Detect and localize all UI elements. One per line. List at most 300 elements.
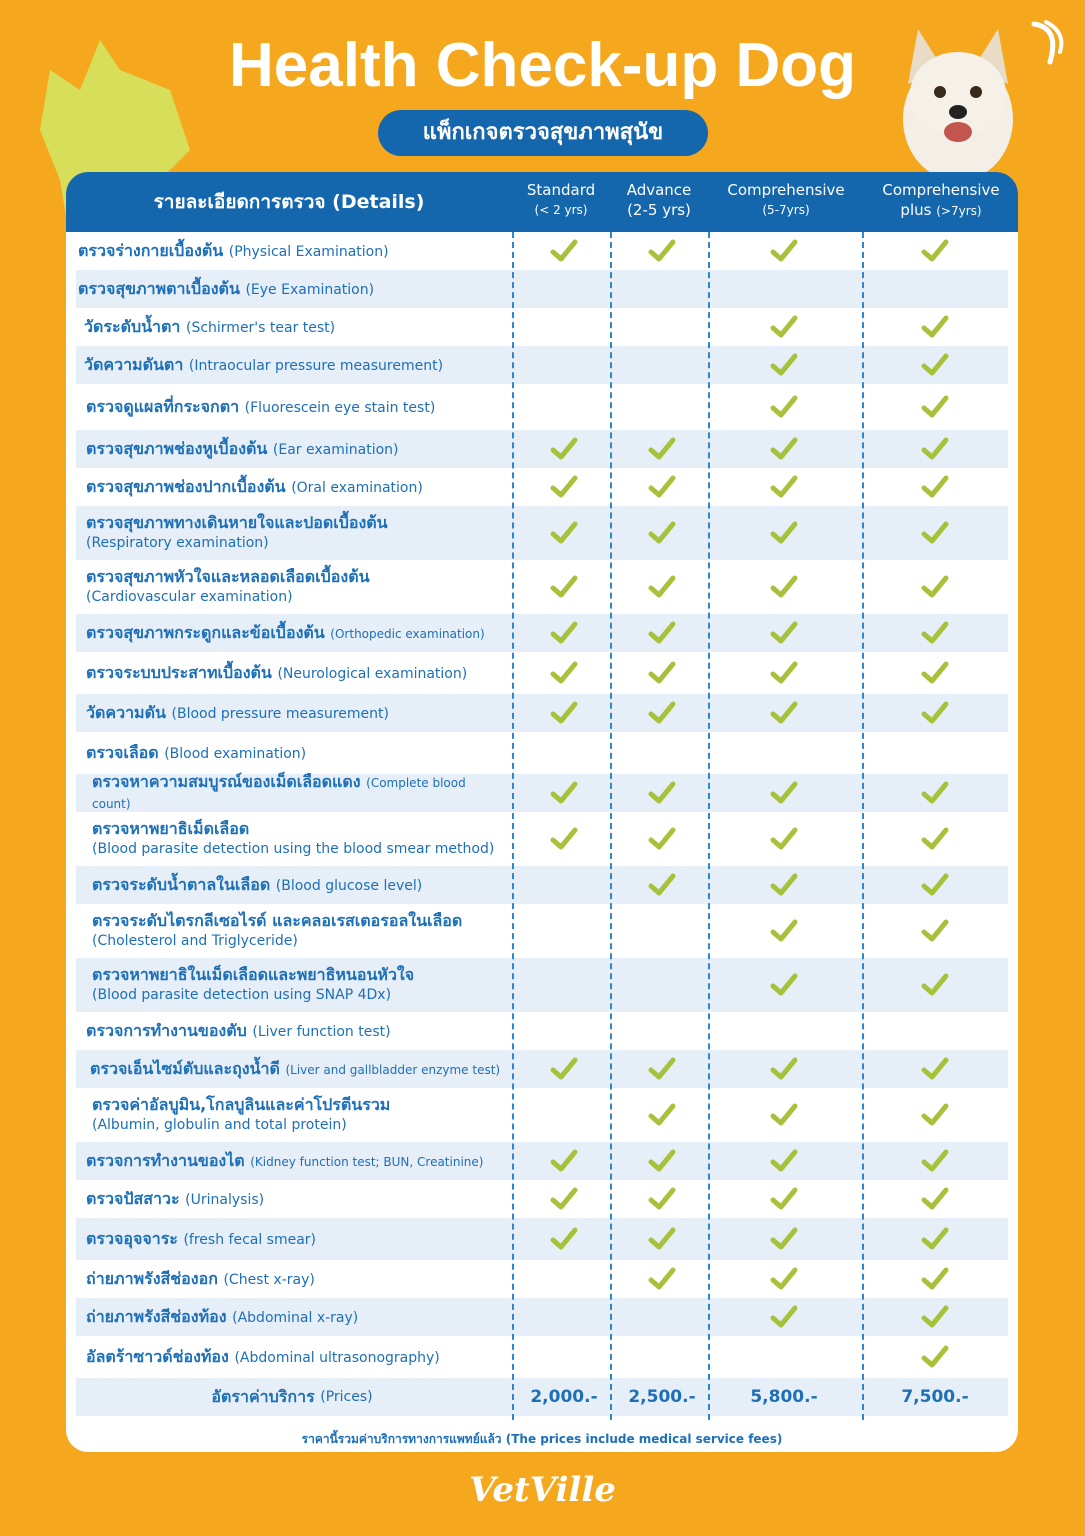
plan-cell bbox=[534, 506, 594, 560]
table-row bbox=[76, 866, 1008, 904]
plan-cell bbox=[905, 308, 965, 346]
plan-header-advance bbox=[610, 172, 708, 232]
plan-cell bbox=[632, 308, 692, 346]
page-title: Health Check-up Dog bbox=[229, 31, 856, 100]
plan-cell bbox=[632, 270, 692, 308]
plan-cell bbox=[534, 384, 594, 430]
row-label bbox=[76, 866, 508, 904]
row-label-english: (Albumin, globulin and total protein) bbox=[92, 1117, 347, 1133]
plan-cell bbox=[534, 270, 594, 308]
plan-header-standard bbox=[512, 172, 610, 232]
table-row bbox=[76, 1298, 1008, 1336]
row-label-thai: ถ่ายภาพรังสีช่องท้อง bbox=[86, 1306, 227, 1326]
column-divider bbox=[610, 232, 612, 1420]
check-mark-icon bbox=[921, 575, 949, 599]
plan-cell bbox=[754, 614, 814, 652]
check-mark-icon bbox=[921, 873, 949, 897]
check-mark-icon bbox=[770, 1103, 798, 1127]
plan-cell bbox=[754, 506, 814, 560]
row-label-line bbox=[92, 875, 508, 896]
check-mark-icon bbox=[921, 437, 949, 461]
row-label bbox=[76, 270, 508, 308]
row-label-english: (fresh fecal smear) bbox=[183, 1231, 317, 1248]
check-mark-icon bbox=[550, 1057, 578, 1081]
row-label-line bbox=[86, 703, 508, 724]
table-row bbox=[76, 904, 1008, 958]
plan-cell bbox=[905, 812, 965, 866]
subtitle-badge: แพ็กเกจตรวจสุขภาพสุนัข bbox=[378, 110, 708, 156]
plan-cell bbox=[754, 430, 814, 468]
plan-cell bbox=[905, 560, 965, 614]
price-label-english: (Prices) bbox=[320, 1389, 373, 1405]
price-value: 2,000.- bbox=[530, 1387, 598, 1407]
check-mark-icon bbox=[648, 873, 676, 897]
row-label-english: (Cholesterol and Triglyceride) bbox=[92, 933, 298, 949]
row-label-english: (Liver and gallbladder enzyme test) bbox=[285, 1062, 501, 1077]
plan-cell bbox=[754, 1050, 814, 1088]
plan-cell bbox=[905, 506, 965, 560]
plan-cell bbox=[632, 1088, 692, 1142]
check-mark-icon bbox=[921, 661, 949, 685]
column-divider bbox=[708, 232, 710, 1420]
check-mark-icon bbox=[921, 621, 949, 645]
row-label-thai: ตรวจระดับน้ำตาลในเลือด bbox=[92, 874, 271, 894]
plan-cell bbox=[632, 1298, 692, 1336]
table-header bbox=[66, 172, 1018, 232]
details-column-header: รายละเอียดการตรวจ (Details) bbox=[153, 191, 425, 213]
plan-cell bbox=[632, 866, 692, 904]
row-label-english: (Orthopedic examination) bbox=[330, 626, 485, 641]
row-label-english: (Oral examination) bbox=[291, 479, 423, 496]
check-mark-icon bbox=[648, 475, 676, 499]
check-mark-icon bbox=[550, 661, 578, 685]
plan-cell bbox=[754, 1088, 814, 1142]
plan-cell bbox=[534, 1260, 594, 1298]
plan-cell bbox=[534, 1218, 594, 1260]
plan-cell bbox=[754, 1298, 814, 1336]
plan-name: Standard bbox=[526, 181, 596, 199]
check-mark-icon bbox=[770, 973, 798, 997]
row-label bbox=[76, 774, 508, 812]
check-mark-icon bbox=[770, 521, 798, 545]
table-row bbox=[76, 308, 1008, 346]
table-row bbox=[76, 346, 1008, 384]
decorative-arc-icon bbox=[1026, 18, 1066, 68]
row-label-line bbox=[92, 772, 508, 814]
row-label-line bbox=[86, 1189, 508, 1210]
plan-cell bbox=[905, 430, 965, 468]
plan-cell bbox=[905, 1012, 965, 1050]
check-mark-icon bbox=[770, 239, 798, 263]
plan-cell bbox=[754, 812, 814, 866]
check-mark-icon bbox=[770, 575, 798, 599]
row-label-thai: ตรวจสุขภาพหัวใจและหลอดเลือดเบื้องต้น bbox=[86, 567, 370, 586]
plan-cell bbox=[534, 652, 594, 694]
plan-cell bbox=[632, 694, 692, 732]
plan-cell bbox=[534, 958, 594, 1012]
row-label-line bbox=[86, 1021, 508, 1042]
row-label bbox=[76, 1088, 508, 1142]
plan-cell bbox=[534, 1298, 594, 1336]
price-row bbox=[76, 1378, 1008, 1416]
table-row bbox=[76, 1012, 1008, 1050]
plan-name: Comprehensive bbox=[727, 181, 845, 199]
row-label bbox=[76, 1012, 508, 1050]
table-row bbox=[76, 614, 1008, 652]
check-mark-icon bbox=[770, 781, 798, 805]
check-mark-icon bbox=[648, 701, 676, 725]
plan-age: (< 2 yrs) bbox=[534, 203, 588, 217]
row-label-line bbox=[86, 439, 508, 460]
row-label bbox=[76, 1180, 508, 1218]
plan-name: Advance bbox=[626, 181, 692, 199]
row-label bbox=[76, 308, 508, 346]
check-mark-icon bbox=[921, 781, 949, 805]
plan-cell bbox=[754, 694, 814, 732]
table-row bbox=[76, 694, 1008, 732]
plan-cell bbox=[632, 560, 692, 614]
plan-cell bbox=[905, 384, 965, 430]
check-mark-icon bbox=[770, 395, 798, 419]
check-mark-icon bbox=[770, 873, 798, 897]
row-label-english: (Blood examination) bbox=[164, 745, 307, 762]
row-label bbox=[76, 384, 508, 430]
plan-cell bbox=[754, 232, 814, 270]
plan-cell bbox=[754, 1142, 814, 1180]
plan-cell bbox=[632, 384, 692, 430]
check-mark-icon bbox=[770, 475, 798, 499]
check-mark-icon bbox=[550, 827, 578, 851]
plan-cell bbox=[754, 308, 814, 346]
plan-cell bbox=[632, 904, 692, 958]
row-label bbox=[76, 232, 508, 270]
row-label-english: (Liver function test) bbox=[252, 1023, 391, 1040]
plan-cell bbox=[632, 652, 692, 694]
row-label-english: (Eye Examination) bbox=[245, 281, 375, 298]
check-mark-icon bbox=[550, 239, 578, 263]
table-row bbox=[76, 232, 1008, 270]
check-mark-icon bbox=[921, 395, 949, 419]
check-mark-icon bbox=[921, 1345, 949, 1369]
check-mark-icon bbox=[648, 1227, 676, 1251]
vetville-logo: VetVille bbox=[469, 1470, 616, 1510]
plan-cell bbox=[905, 1180, 965, 1218]
row-label-line bbox=[86, 397, 508, 418]
plan-cell bbox=[754, 560, 814, 614]
check-mark-icon bbox=[550, 1187, 578, 1211]
check-mark-icon bbox=[648, 781, 676, 805]
row-label-line bbox=[86, 1229, 508, 1250]
plan-cell bbox=[534, 812, 594, 866]
row-label-line bbox=[86, 1151, 508, 1172]
plan-cell bbox=[754, 1180, 814, 1218]
check-mark-icon bbox=[648, 521, 676, 545]
check-mark-icon bbox=[648, 1267, 676, 1291]
check-mark-icon bbox=[770, 1149, 798, 1173]
row-label-english: (Complete blood count) bbox=[92, 776, 466, 811]
plan-cell bbox=[754, 270, 814, 308]
row-label bbox=[76, 1336, 508, 1378]
check-mark-icon bbox=[550, 437, 578, 461]
plan-cell bbox=[905, 866, 965, 904]
plan-cell bbox=[632, 1260, 692, 1298]
table-row bbox=[76, 1142, 1008, 1180]
check-mark-icon bbox=[921, 239, 949, 263]
row-label-english: (Chest x-ray) bbox=[223, 1271, 315, 1288]
check-mark-icon bbox=[550, 621, 578, 645]
plan-cell bbox=[534, 732, 594, 774]
plan-cell bbox=[534, 1142, 594, 1180]
check-mark-icon bbox=[770, 437, 798, 461]
plan-cell bbox=[534, 1180, 594, 1218]
table-row bbox=[76, 560, 1008, 614]
row-label bbox=[76, 560, 508, 614]
plan-cell bbox=[754, 468, 814, 506]
plan-cell bbox=[905, 958, 965, 1012]
plan-cell bbox=[905, 774, 965, 812]
plan-cell bbox=[632, 232, 692, 270]
plan-cell bbox=[632, 430, 692, 468]
plan-cell bbox=[905, 1088, 965, 1142]
check-mark-icon bbox=[648, 437, 676, 461]
plan-cell bbox=[905, 1336, 965, 1378]
check-mark-icon bbox=[648, 1149, 676, 1173]
plan-name: Comprehensive bbox=[882, 181, 1000, 199]
row-label-thai: วัดความดัน bbox=[86, 702, 166, 722]
check-mark-icon bbox=[921, 919, 949, 943]
plan-cell bbox=[754, 774, 814, 812]
row-label-thai: วัดความดันตา bbox=[84, 354, 184, 374]
row-label-english: (Neurological examination) bbox=[277, 665, 468, 682]
check-mark-icon bbox=[550, 1227, 578, 1251]
plan-cell bbox=[632, 614, 692, 652]
check-mark-icon bbox=[770, 1305, 798, 1329]
row-label bbox=[76, 812, 508, 866]
price-footnote: ราคานี้รวมค่าบริการทางการแพทย์แล้ว (The prices include medical service fees) bbox=[301, 1432, 783, 1446]
column-divider bbox=[512, 232, 514, 1420]
check-mark-icon bbox=[648, 575, 676, 599]
row-label-english: (Intraocular pressure measurement) bbox=[188, 357, 444, 374]
check-mark-icon bbox=[648, 1103, 676, 1127]
plan-name-plus: plus bbox=[900, 201, 932, 219]
row-label-thai: ตรวจสุขภาพช่องหูเบื้องต้น bbox=[86, 438, 268, 458]
table-row bbox=[76, 1336, 1008, 1378]
plan-cell bbox=[632, 1336, 692, 1378]
row-label-thai: อัลตร้าซาวด์ช่องท้อง bbox=[86, 1346, 229, 1366]
plan-cell bbox=[534, 614, 594, 652]
plan-cell bbox=[905, 1218, 965, 1260]
row-label-line bbox=[86, 743, 508, 764]
check-mark-icon bbox=[921, 1267, 949, 1291]
row-label-line bbox=[84, 355, 508, 376]
row-label-english: (Urinalysis) bbox=[185, 1191, 265, 1208]
price-row-label bbox=[76, 1378, 508, 1416]
plan-cell bbox=[534, 694, 594, 732]
package-table-card bbox=[66, 172, 1018, 1452]
plan-cell bbox=[754, 1012, 814, 1050]
plan-name-line2 bbox=[864, 200, 1018, 221]
plan-cell bbox=[905, 270, 965, 308]
check-mark-icon bbox=[921, 1149, 949, 1173]
check-mark-icon bbox=[921, 973, 949, 997]
check-mark-icon bbox=[550, 575, 578, 599]
check-mark-icon bbox=[770, 1187, 798, 1211]
plan-cell bbox=[754, 652, 814, 694]
check-mark-icon bbox=[921, 827, 949, 851]
plan-cell bbox=[754, 958, 814, 1012]
check-mark-icon bbox=[770, 1267, 798, 1291]
check-mark-icon bbox=[648, 1057, 676, 1081]
plan-cell bbox=[632, 812, 692, 866]
plan-cell bbox=[754, 866, 814, 904]
check-mark-icon bbox=[921, 475, 949, 499]
row-label-thai: ตรวจสุขภาพช่องปากเบื้องต้น bbox=[86, 476, 286, 496]
dog-photo bbox=[888, 24, 1028, 184]
check-mark-icon bbox=[550, 781, 578, 805]
check-mark-icon bbox=[921, 1057, 949, 1081]
check-mark-icon bbox=[770, 919, 798, 943]
table-row bbox=[76, 958, 1008, 1012]
check-mark-icon bbox=[770, 1227, 798, 1251]
row-label bbox=[76, 1050, 508, 1088]
check-mark-icon bbox=[921, 1305, 949, 1329]
row-label-thai: ตรวจสุขภาพตาเบื้องต้น bbox=[78, 278, 240, 298]
row-label-line bbox=[86, 1307, 508, 1328]
check-mark-icon bbox=[550, 1149, 578, 1173]
column-divider bbox=[862, 232, 864, 1420]
check-mark-icon bbox=[550, 701, 578, 725]
plan-cell bbox=[534, 774, 594, 812]
plan-cell bbox=[905, 468, 965, 506]
plan-cell bbox=[534, 1336, 594, 1378]
row-label bbox=[76, 904, 508, 958]
row-label-line bbox=[86, 1269, 508, 1290]
row-label-thai: ตรวจเอ็นไซม์ตับและถุงน้ำดี bbox=[90, 1058, 280, 1078]
table-row bbox=[76, 1180, 1008, 1218]
row-label-thai: ตรวจการทำงานของตับ bbox=[86, 1020, 247, 1040]
row-label-thai: ตรวจหาพยาธิเม็ดเลือด bbox=[92, 819, 250, 838]
row-label-english: (Abdominal x-ray) bbox=[232, 1309, 359, 1326]
row-label-english: (Kidney function test; BUN, Creatinine) bbox=[250, 1154, 484, 1169]
row-label bbox=[76, 732, 508, 774]
plan-cell bbox=[905, 1050, 965, 1088]
row-label-line bbox=[90, 1059, 508, 1080]
plan-cell bbox=[534, 1012, 594, 1050]
check-mark-icon bbox=[770, 701, 798, 725]
plan-age: (>7yrs) bbox=[936, 204, 982, 218]
table-row bbox=[76, 468, 1008, 506]
row-label-line bbox=[84, 317, 508, 338]
plan-cell bbox=[534, 1050, 594, 1088]
plan-cell bbox=[632, 1012, 692, 1050]
plan-cell bbox=[632, 1142, 692, 1180]
plan-age: (5-7yrs) bbox=[762, 203, 810, 217]
table-row bbox=[76, 812, 1008, 866]
row-label-english: (Ear examination) bbox=[272, 441, 399, 458]
row-label-english: (Blood parasite detection using the blood smear method) bbox=[92, 841, 495, 857]
table-row bbox=[76, 1218, 1008, 1260]
check-mark-icon bbox=[921, 1187, 949, 1211]
check-mark-icon bbox=[921, 315, 949, 339]
plan-cell bbox=[905, 346, 965, 384]
row-label-english: (Abdominal ultrasonography) bbox=[234, 1349, 440, 1366]
row-label bbox=[76, 694, 508, 732]
check-mark-icon bbox=[770, 353, 798, 377]
plan-cell bbox=[754, 904, 814, 958]
row-label-line bbox=[86, 623, 508, 644]
table-row bbox=[76, 270, 1008, 308]
table-row bbox=[76, 1050, 1008, 1088]
table-row bbox=[76, 652, 1008, 694]
plan-cell bbox=[632, 506, 692, 560]
row-label bbox=[76, 652, 508, 694]
check-mark-icon bbox=[921, 701, 949, 725]
row-label bbox=[76, 614, 508, 652]
row-label bbox=[76, 958, 508, 1012]
plan-cell bbox=[905, 614, 965, 652]
plan-cell bbox=[754, 1260, 814, 1298]
row-label-thai: ตรวจระดับไตรกลีเซอไรด์ และคลอเรสเตอรอลในเลือด bbox=[92, 911, 463, 930]
row-label-english: (Schirmer's tear test) bbox=[185, 319, 336, 336]
row-label bbox=[76, 1142, 508, 1180]
table-row bbox=[76, 774, 1008, 812]
check-mark-icon bbox=[921, 1103, 949, 1127]
plan-cell bbox=[632, 958, 692, 1012]
table-row bbox=[76, 732, 1008, 774]
check-mark-icon bbox=[648, 661, 676, 685]
row-label-thai: ตรวจสุขภาพกระดูกและข้อเบื้องต้น bbox=[86, 622, 325, 642]
plan-cell bbox=[534, 904, 594, 958]
row-label-thai: ตรวจร่างกายเบื้องต้น bbox=[78, 240, 224, 260]
plan-cell bbox=[905, 694, 965, 732]
row-label-english: (Blood parasite detection using SNAP 4Dx) bbox=[92, 987, 392, 1003]
table-row bbox=[76, 1260, 1008, 1298]
plan-cell bbox=[632, 1218, 692, 1260]
price-label-thai: อัตราค่าบริการ bbox=[211, 1387, 315, 1406]
row-label bbox=[76, 346, 508, 384]
plan-cell bbox=[905, 1298, 965, 1336]
row-label-thai: ตรวจค่าอัลบูมิน,โกลบูลินและค่าโปรตีนรวม bbox=[92, 1095, 391, 1114]
plan-cell bbox=[754, 346, 814, 384]
check-mark-icon bbox=[770, 1057, 798, 1081]
table-row bbox=[76, 1088, 1008, 1142]
plan-cell bbox=[905, 904, 965, 958]
row-label-thai: ตรวจระบบประสาทเบื้องต้น bbox=[86, 662, 272, 682]
plan-header-comprehensive-plus bbox=[864, 172, 1018, 232]
check-mark-icon bbox=[648, 1187, 676, 1211]
plan-cell bbox=[534, 308, 594, 346]
plan-cell bbox=[534, 430, 594, 468]
row-label-line bbox=[86, 477, 508, 498]
plan-cell bbox=[905, 732, 965, 774]
plan-age: (2-5 yrs) bbox=[627, 201, 691, 219]
row-label bbox=[76, 506, 508, 560]
plan-cell bbox=[534, 560, 594, 614]
plan-cell bbox=[905, 232, 965, 270]
plan-cell bbox=[534, 232, 594, 270]
plan-cell bbox=[534, 346, 594, 384]
row-label-thai: ตรวจหาพยาธิในเม็ดเลือดและพยาธิหนอนหัวใจ bbox=[92, 965, 415, 984]
row-label-thai: ตรวจการทำงานของไต bbox=[86, 1150, 245, 1170]
plan-cell bbox=[905, 652, 965, 694]
check-mark-icon bbox=[770, 621, 798, 645]
check-mark-icon bbox=[770, 315, 798, 339]
plan-cell bbox=[534, 1088, 594, 1142]
row-label bbox=[76, 1218, 508, 1260]
check-mark-icon bbox=[770, 661, 798, 685]
check-mark-icon bbox=[921, 353, 949, 377]
row-label-english: (Cardiovascular examination) bbox=[86, 589, 293, 605]
